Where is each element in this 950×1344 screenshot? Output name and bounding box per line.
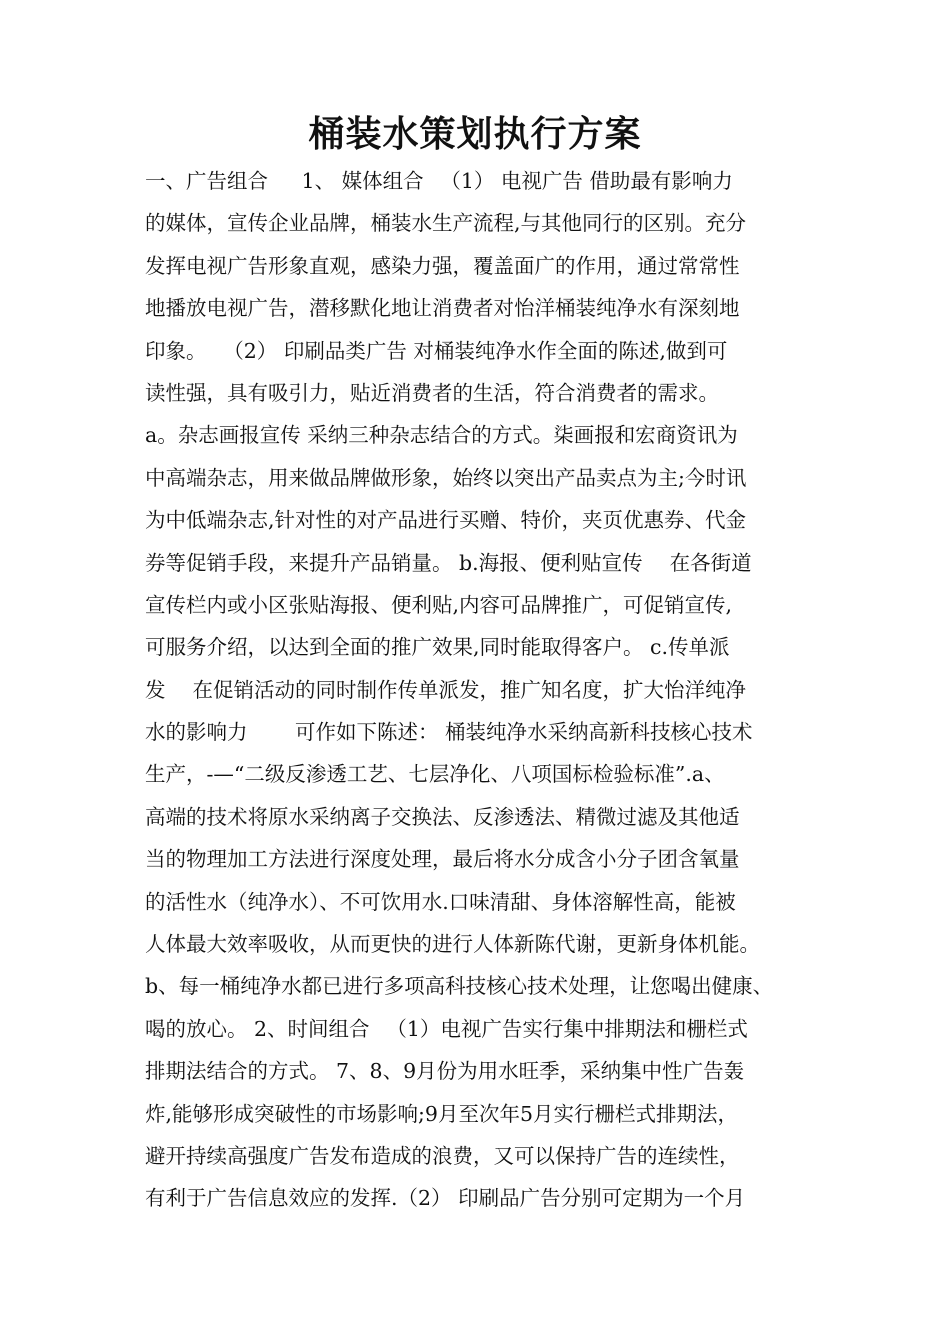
body-line: 可服务介绍，以达到全面的推广效果,同时能取得客户。 c.传单派: [145, 635, 730, 660]
document-title: 桶装水策划执行方案: [308, 113, 642, 155]
body-line: 印象。 （2） 印刷品类广告 对桶装纯净水作全面的陈述,做到可: [145, 338, 728, 363]
body-line: 生产，-—“二级反渗透工艺、七层净化、八项国标检验标准”.a、: [145, 762, 725, 787]
body-line: 中高端杂志，用来做品牌做形象，始终以突出产品卖点为主;今时讯: [145, 465, 747, 490]
document-body: [145, 160, 825, 1220]
body-line: a。杂志画报宣传 采纳三种杂志结合的方式。柒画报和宏商资讯为: [145, 423, 738, 448]
body-line: 当的物理加工方法进行深度处理，最后将水分成含小分子团含氧量: [145, 847, 740, 872]
body-line: 的媒体，宣传企业品牌，桶装水生产流程,与其他同行的区别。充分: [145, 211, 747, 236]
body-line: 读性强，具有吸引力，贴近消费者的生活，符合消费者的需求。: [145, 380, 719, 405]
body-line: 有利于广告信息效应的发挥.（2） 印刷品广告分别可定期为一个月: [145, 1186, 746, 1211]
body-line: 宣传栏内或小区张贴海报、便利贴,内容可品牌推广，可促销宣传,: [145, 592, 733, 617]
body-line: 为中低端杂志,针对性的对产品进行买赠、特价，夹页优惠券、代金: [145, 508, 747, 533]
body-line: b、每一桶纯净水都已进行多项高科技核心技术处理，让您喝出健康、: [145, 974, 774, 999]
body-line: 的活性水（纯净水）、不可饮用水.口味清甜、身体溶解性高，能被: [145, 889, 736, 914]
body-line: 避开持续高强度广告发布造成的浪费，又可以保持广告的连续性，: [145, 1143, 740, 1168]
body-line: 一、广告组合 1、 媒体组合 （1） 电视广告 借助最有影响力: [145, 169, 733, 193]
body-line: 发挥电视广告形象直观，感染力强，覆盖面广的作用，通过常常性: [145, 253, 740, 278]
body-line: 高端的技术将原水采纳离子交换法、反渗透法、精微过滤及其他适: [145, 804, 740, 829]
body-line: 发 在促销活动的同时制作传单派发，推广知名度，扩大怡洋纯净: [145, 677, 747, 702]
body-line: 喝的放心。 2、时间组合 （1）电视广告实行集中排期法和栅栏式: [145, 1016, 748, 1041]
body-line: 炸,能够形成突破性的市场影响;9月至次年5月实行栅栏式排期法，: [145, 1101, 739, 1126]
body-line: 人体最大效率吸收，从而更快的进行人体新陈代谢，更新身体机能。: [145, 932, 760, 957]
body-line: 排期法结合的方式。 7、8、9月份为用水旺季，采纳集中性广告轰: [145, 1059, 745, 1084]
body-line: 券等促销手段，来提升产品销量。 b.海报、便利贴宣传 在各街道: [145, 550, 752, 575]
body-line: 地播放电视广告，潜移默化地让消费者对怡洋桶装纯净水有深刻地: [145, 296, 740, 321]
body-line: 水的影响力 可作如下陈述： 桶装纯净水采纳高新科技核心技术: [145, 720, 753, 745]
